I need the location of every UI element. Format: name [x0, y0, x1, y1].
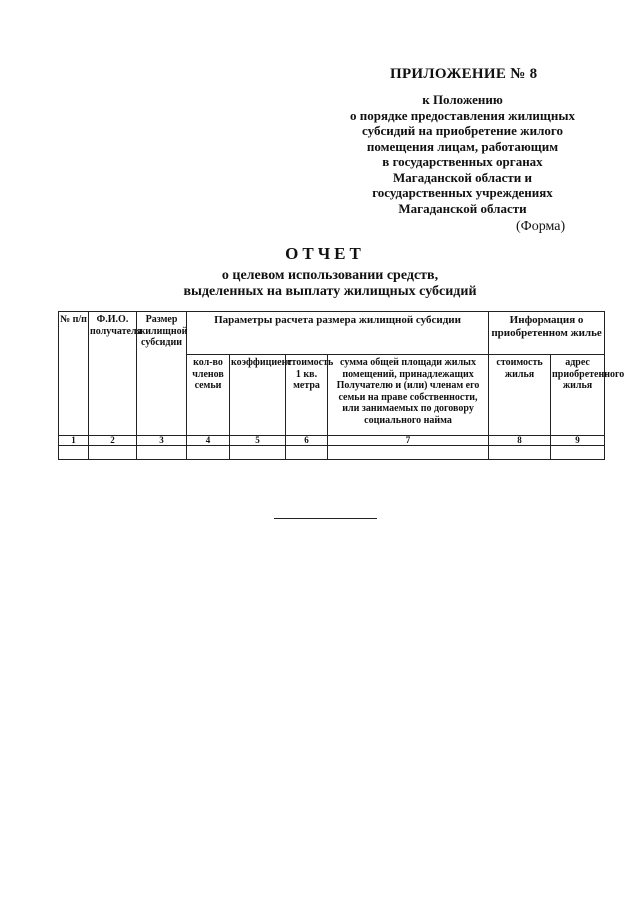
- header-cell-housing-cost: стоимость жилья: [489, 355, 551, 436]
- appendix-subtitle-line: Магаданской области: [398, 200, 527, 216]
- header-cell-address: адрес приобретенного жилья: [551, 355, 605, 436]
- appendix-subtitle-line: Магаданской области и: [393, 169, 532, 185]
- empty-cell: [59, 446, 89, 460]
- appendix-subtitle-line: помещения лицам, работающим: [366, 138, 559, 154]
- appendix-subtitle: [320, 92, 605, 216]
- header-cell-coefficient: коэффициент: [230, 355, 286, 436]
- appendix-subtitle-line: государственных учреждениях: [372, 185, 553, 200]
- form-label: (Форма): [516, 219, 566, 234]
- column-number-cell: 7: [328, 436, 489, 446]
- empty-cell: [551, 446, 605, 460]
- appendix-subtitle-line: субсидий на приобретение жилого: [362, 123, 563, 138]
- column-number-cell: 9: [551, 436, 605, 446]
- header-group-params: Параметры расчета размера жилищной субсидии: [187, 312, 489, 355]
- column-number-cell: 5: [230, 436, 286, 446]
- header-group-info: Информация о приобретенном жилье: [489, 312, 605, 355]
- appendix-subtitle-line: в государственных органах: [382, 154, 543, 169]
- empty-cell: [489, 446, 551, 460]
- empty-cell: [230, 446, 286, 460]
- empty-cell: [137, 446, 187, 460]
- header-cell-total-area: сумма общей площади жилых помещений, принадлежащих Получателю и (или) членам его семьи на праве собственности, или занимаемых по договору социального найма: [328, 355, 489, 436]
- appendix-title: ПРИЛОЖЕНИЕ № 8: [390, 66, 538, 82]
- column-number-cell: 2: [89, 436, 137, 446]
- column-number-cell: 3: [137, 436, 187, 446]
- empty-cell: [89, 446, 137, 460]
- header-cell-members: кол-во членов семьи: [187, 355, 230, 436]
- report-table: [58, 311, 625, 460]
- header-cell-cost-sqm: стоимость 1 кв. метра: [286, 355, 328, 436]
- appendix-subtitle-line: к Положению: [422, 92, 503, 107]
- table-row: [59, 446, 605, 460]
- column-number-cell: 8: [489, 436, 551, 446]
- column-number-cell: 1: [59, 436, 89, 446]
- empty-cell: [187, 446, 230, 460]
- appendix-subtitle-line: о порядке предоставления жилищных: [350, 107, 575, 123]
- header-cell-name: Ф.И.О. получателя: [89, 312, 137, 436]
- signature-line: [274, 518, 377, 519]
- report-subtitle: [150, 268, 510, 300]
- report-subtitle-line: выделенных на выплату жилищных субсидий: [183, 284, 477, 299]
- header-cell-subsidy-size: Размер жилищной субсидии: [137, 312, 187, 436]
- report-title: ОТЧЕТ: [285, 244, 365, 263]
- empty-cell: [286, 446, 328, 460]
- report-subtitle-line: о целевом использовании средств,: [221, 268, 439, 283]
- column-number-cell: 6: [286, 436, 328, 446]
- header-cell-num: № п/п: [59, 312, 89, 436]
- column-number-cell: 4: [187, 436, 230, 446]
- empty-cell: [328, 446, 489, 460]
